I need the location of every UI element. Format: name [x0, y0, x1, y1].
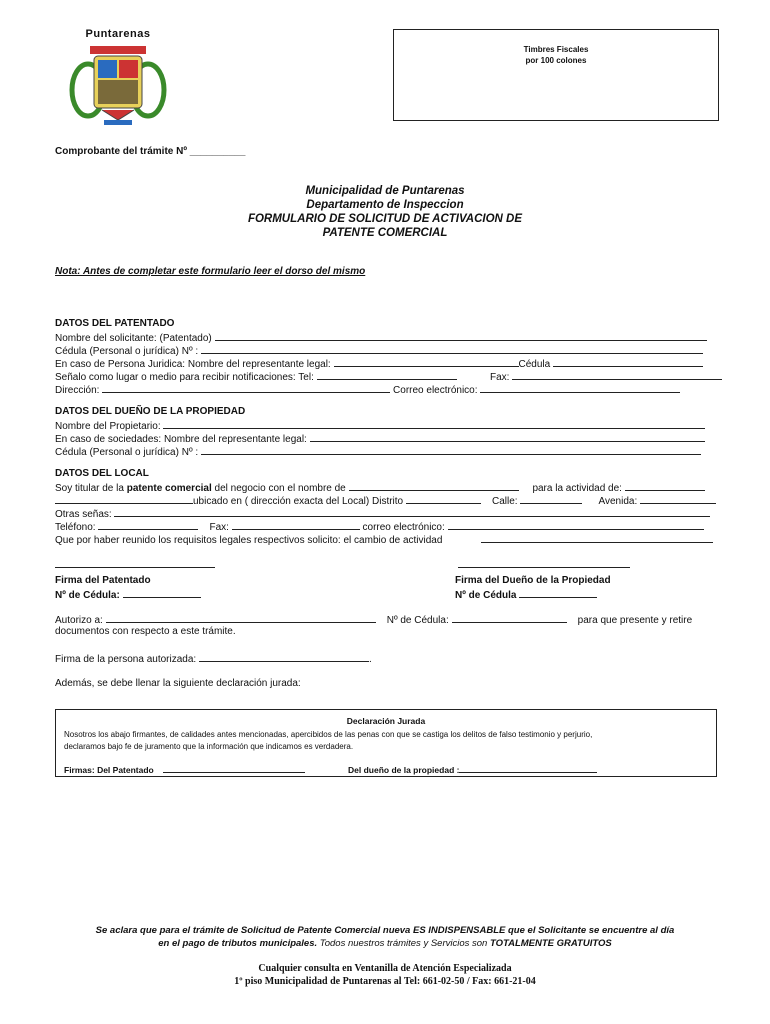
direccion-label: Dirección:	[55, 385, 100, 396]
declaracion-firma-dueno-label: Del dueño de la propiedad :	[348, 765, 460, 775]
section-local-title: DATOS DEL LOCAL	[55, 468, 149, 479]
autorizo-label: Autorizo a:	[55, 615, 103, 626]
avenida-label: Avenida:	[598, 496, 638, 507]
firma-dueno-line[interactable]	[458, 567, 630, 568]
patentado-fax-label: Fax:	[489, 372, 510, 383]
local-soy-bold: patente comercial	[126, 483, 212, 494]
propietario-nombre-label: Nombre del Propietario:	[55, 421, 161, 432]
footer-consulta: Cualquier consulta en Ventanilla de Atención Especializada	[258, 963, 512, 974]
footer-aclara-line-1: Se aclara que para el trámite de Solicitud de Patente Comercial nueva ES INDISPENSABLE que el Solicitante se encuentre al día	[95, 925, 675, 936]
firma-patentado-line[interactable]	[55, 567, 215, 568]
form-heading	[0, 184, 770, 240]
sociedades-representante-field[interactable]	[310, 431, 705, 442]
local-correo-field[interactable]	[448, 519, 704, 530]
section-patentado-title: DATOS DEL PATENTADO	[55, 318, 175, 329]
stamp-line-2: por 100 colones	[525, 56, 587, 65]
heading-line-1: Municipalidad de Puntarenas	[305, 185, 465, 197]
calle-field[interactable]	[520, 493, 582, 504]
firma-dueno-label: Firma del Dueño de la Propiedad	[455, 575, 611, 586]
sociedades-label: En caso de sociedades: Nombre del representante legal:	[55, 434, 307, 445]
local-fax-field[interactable]	[232, 519, 360, 530]
propietario-nombre-field[interactable]	[163, 418, 705, 429]
patentado-cedula-label: Cédula (Personal o jurídica) Nº :	[55, 346, 199, 357]
patentado-correo-label: Correo electrónico:	[393, 385, 478, 396]
ubicado-label: ubicado en ( dirección exacta del Local) Distrito	[193, 496, 404, 507]
firma-patentado-label: Firma del Patentado	[55, 575, 151, 586]
patentado-fax-field[interactable]	[512, 369, 722, 380]
declaracion-firma-patentado-field[interactable]	[163, 764, 305, 773]
heading-line-3: FORMULARIO DE SOLICITUD DE ACTIVACION DE	[247, 213, 523, 225]
autorizo-cedula-label: Nº de Cédula:	[386, 615, 449, 626]
firma-patentado-cedula-field[interactable]	[123, 587, 201, 598]
heading-line-4: PATENTE COMERCIAL	[322, 227, 448, 239]
nota: Nota: Antes de completar este formulario leer el dorso del mismo	[55, 266, 366, 277]
footer-aclara-line-2-bold: en el pago de tributos municipales.	[158, 938, 318, 949]
patentado-nombre-field[interactable]	[215, 330, 707, 341]
footer-aclaracion	[0, 924, 770, 950]
local-soy-pre: Soy titular de la	[55, 483, 124, 494]
logo-name: Puntarenas	[85, 28, 151, 40]
autorizo-nombre-field[interactable]	[106, 612, 376, 623]
autorizo-line-2: documentos con respecto a este trámite.	[55, 626, 236, 637]
ademas-text: Además, se debe llenar la siguiente declaración jurada:	[55, 678, 301, 689]
autorizo-cedula-field[interactable]	[452, 612, 567, 623]
stamp-line-1: Timbres Fiscales	[523, 45, 589, 54]
declaracion-firma-dueno-field[interactable]	[459, 764, 597, 773]
direccion-field[interactable]	[102, 382, 390, 393]
firma-autorizada-label: Firma de la persona autorizada:	[55, 654, 197, 665]
footer-aclara-line-2-normal: Todos nuestros trámites y Servicios son	[319, 938, 488, 949]
representante-legal-field[interactable]	[334, 356, 519, 367]
local-telefono-field[interactable]	[98, 519, 198, 530]
notificaciones-tel-field[interactable]	[317, 369, 457, 380]
footer-aclara-line-2-end: TOTALMENTE GRATUITOS	[489, 938, 612, 949]
declaracion-text-1: Nosotros los abajo firmantes, de calidades antes mencionadas, apercibidos de las penas con que se castiga los delitos de falso testimonio y perjurio,	[64, 730, 593, 739]
declaracion-firma-patentado-label: Firmas: Del Patentado	[64, 765, 154, 775]
declaracion-title: Declaración Jurada	[346, 716, 426, 726]
firma-dueno-cedula-label: Nº de Cédula	[455, 590, 517, 601]
patentado-correo-field[interactable]	[480, 382, 680, 393]
otras-senas-label: Otras señas:	[55, 509, 112, 520]
distrito-field[interactable]	[406, 493, 481, 504]
patentado-nombre-label: Nombre del solicitante: (Patentado)	[55, 333, 212, 344]
representante-cedula-field[interactable]	[553, 356, 703, 367]
juridica-cedula-label: Cédula	[518, 359, 551, 370]
firma-patentado-cedula-label: Nº de Cédula:	[55, 590, 120, 601]
actividad-continued-field[interactable]	[55, 493, 193, 504]
calle-label: Calle:	[492, 496, 518, 507]
comprobante-number: Comprobante del trámite Nº __________	[55, 146, 246, 157]
propietario-cedula-field[interactable]	[201, 444, 701, 455]
heading-line-2: Departamento de Inspeccion	[306, 199, 464, 211]
local-soy-post: del negocio con el nombre de	[214, 483, 346, 494]
local-telefono-label: Teléfono:	[55, 522, 96, 533]
declaracion-jurada-box	[55, 709, 717, 777]
cambio-actividad-label: Que por haber reunido los requisitos legales respectivos solicito: el cambio de actividad	[55, 535, 443, 546]
coat-of-arms-icon	[62, 28, 174, 128]
propietario-cedula-label: Cédula (Personal o jurídica) Nº :	[55, 447, 199, 458]
patentado-cedula-field[interactable]	[201, 343, 703, 354]
footer-contacto	[0, 962, 770, 988]
local-correo-label: correo electrónico:	[362, 522, 445, 533]
fiscal-stamp-box	[393, 29, 719, 121]
patentado-juridica-label: En caso de Persona Juridica: Nombre del representante legal:	[55, 359, 331, 370]
footer-piso: 1º piso Municipalidad de Puntarenas al Tel: 661-02-50 / Fax: 661-21-04	[234, 976, 536, 987]
actividad-label: para la actividad de:	[532, 483, 622, 494]
otras-senas-field[interactable]	[114, 506, 710, 517]
declaracion-text-2: declaramos bajo fe de juramento que la información que indicamos es verdadera.	[64, 742, 354, 751]
avenida-field[interactable]	[640, 493, 716, 504]
municipal-coat-of-arms	[62, 28, 174, 128]
firma-autorizada-field[interactable]	[199, 651, 369, 662]
autorizo-post: para que presente y retire	[577, 615, 693, 626]
actividad-field[interactable]	[625, 480, 705, 491]
cambio-actividad-field[interactable]	[481, 532, 713, 543]
notificaciones-label: Señalo como lugar o medio para recibir notificaciones: Tel:	[55, 372, 314, 383]
local-fax-label: Fax:	[209, 522, 229, 533]
section-propiedad-title: DATOS DEL DUEÑO DE LA PROPIEDAD	[55, 406, 246, 417]
negocio-nombre-field[interactable]	[349, 480, 519, 491]
firma-dueno-cedula-field[interactable]	[519, 587, 597, 598]
